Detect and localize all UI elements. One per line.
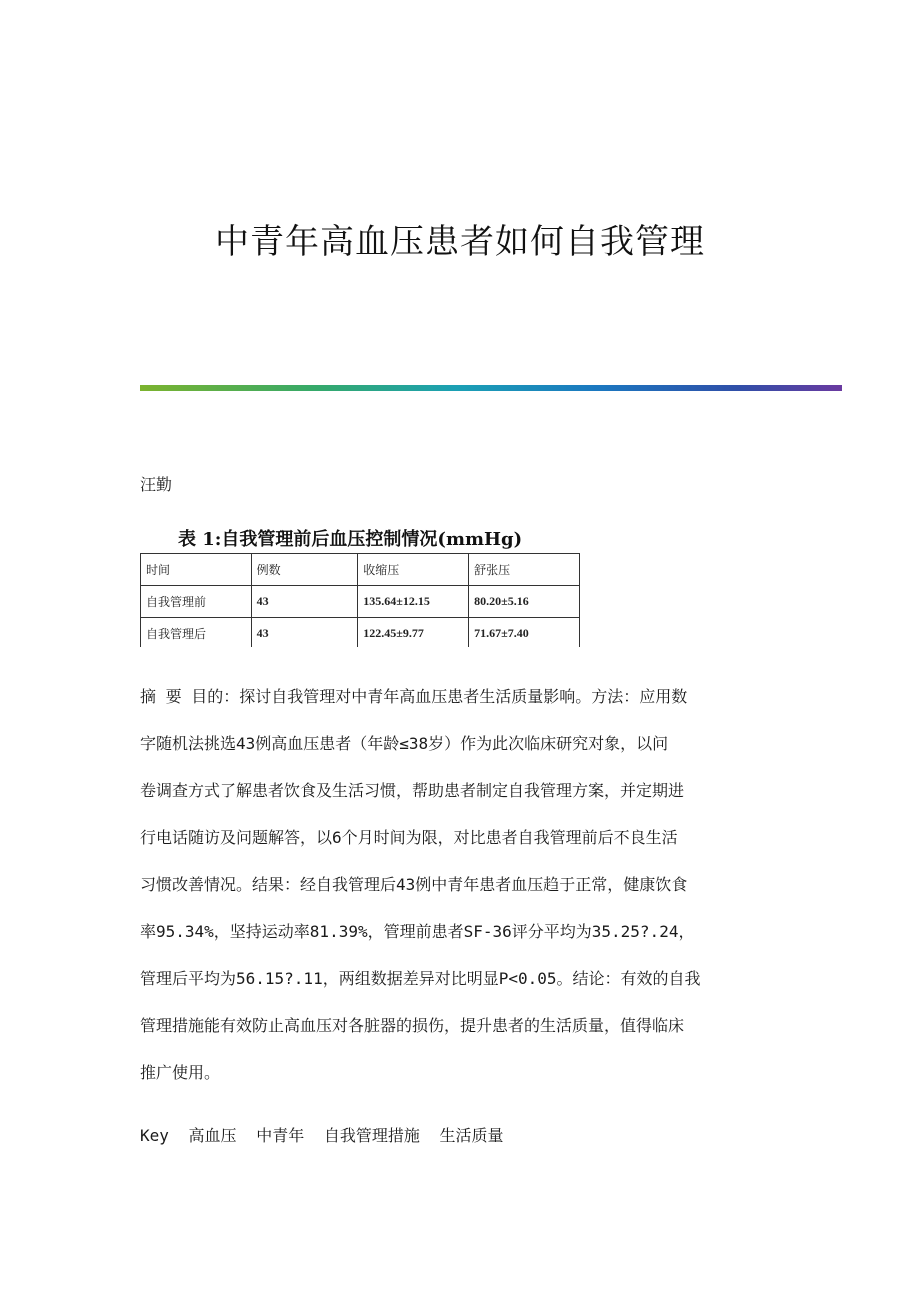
table-header-row [141,554,580,586]
table-cell: 自我管理后 [141,618,252,648]
table-cell: 135.64±12.15 [358,586,469,618]
table-header-cell: 舒张压 [469,554,580,586]
abstract-line: 推广使用。 [140,1063,221,1082]
table-caption: 表 1:自我管理前后血压控制情况(mmHg) [178,529,523,550]
abstract-line: 率95.34%，坚持运动率81.39%，管理前患者SF-36评分平均为35.25?.24， [140,922,695,941]
abstract-line: 行电话随访及问题解答，以6个月时间为限，对比患者自我管理前后不良生活 [140,828,678,847]
table-cell: 自我管理前 [141,586,252,618]
table-cell: 43 [251,618,358,648]
table-cell: 43 [251,586,358,618]
author-name: 汪勤 [140,475,173,494]
keyword: 中青年 [256,1126,305,1145]
page-title: 中青年高血压患者如何自我管理 [215,222,705,262]
table-header-cell: 时间 [141,554,252,586]
table-header-cell: 例数 [251,554,358,586]
abstract-line: 字随机法挑选43例高血压患者（年龄≤38岁）作为此次临床研究对象，以问 [140,734,669,753]
table-cell: 122.45±9.77 [358,618,469,648]
abstract-line: 习惯改善情况。结果：经自我管理后43例中青年患者血压趋于正常，健康饮食 [140,875,688,894]
table-figure [140,520,580,647]
abstract-line: 管理措施能有效防止高血压对各脏器的损伤，提升患者的生活质量，值得临床 [140,1016,685,1035]
table-row [141,586,580,618]
gradient-divider [140,385,842,391]
keyword: 自我管理措施 [323,1126,420,1145]
table-header-cell: 收缩压 [358,554,469,586]
abstract-line: 卷调查方式了解患者饮食及生活习惯，帮助患者制定自我管理方案，并定期进 [140,781,685,800]
abstract-line: 管理后平均为56.15?.11，两组数据差异对比明显P<0.05。结论：有效的自我 [140,969,701,988]
abstract-paragraph [140,673,780,1096]
blood-pressure-table [140,553,580,647]
table-cell: 80.20±5.16 [469,586,580,618]
keyword: 生活质量 [439,1126,504,1145]
keyword: 高血压 [188,1126,237,1145]
abstract-line: 摘 要 目的：探讨自我管理对中青年高血压患者生活质量影响。方法：应用数 [140,687,688,706]
keywords-label: Key [140,1126,169,1145]
table-cell: 71.67±7.40 [469,618,580,648]
table-row [141,618,580,648]
keywords-line [140,1123,514,1146]
